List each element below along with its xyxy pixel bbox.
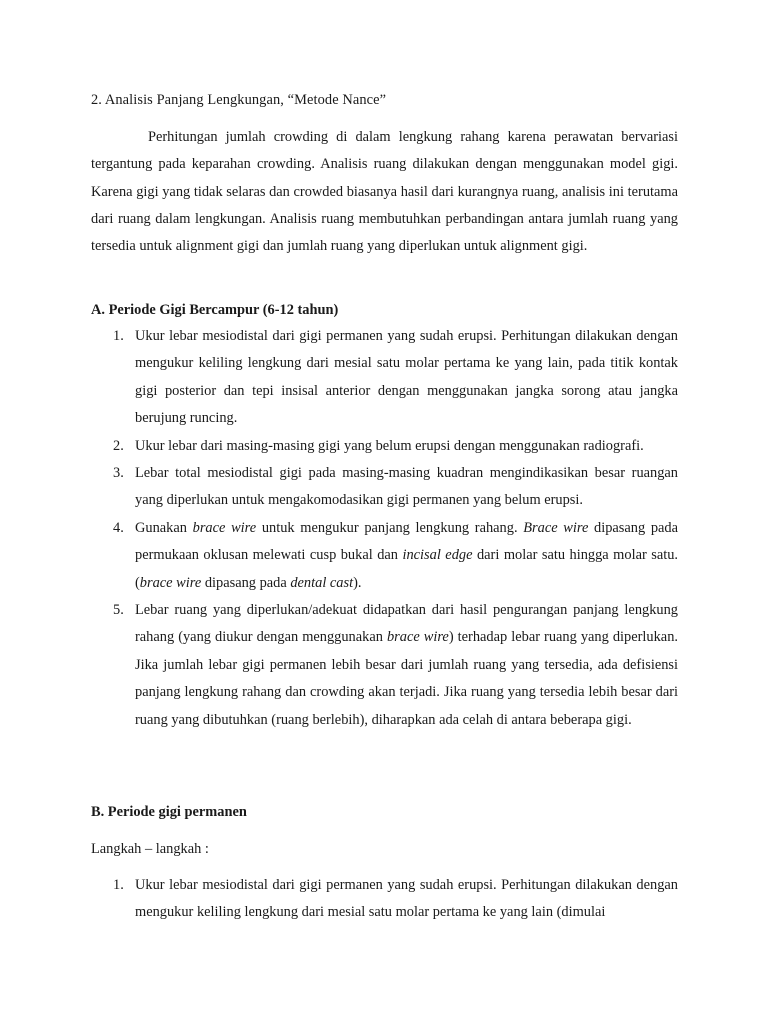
- list-item: [91, 872, 678, 927]
- list-item: [91, 433, 678, 460]
- italic-term: brace wire: [139, 574, 202, 591]
- section-heading: 2. Analisis Panjang Lengkungan, “Metode Nance”: [91, 92, 387, 108]
- list-item: [91, 323, 678, 433]
- list-item: [91, 597, 678, 734]
- italic-term: brace wire: [386, 629, 449, 646]
- list-item-number: 1.: [113, 328, 124, 344]
- list-item-number: 5.: [113, 602, 124, 619]
- intro-paragraph: Perhitungan jumlah crowding di dalam lengkung rahang karena perawatan bervariasi tergantung pada keparahan crowding. Analisis ruang dilakukan dengan menggunakan model gigi. Karena gigi yang tidak selaras dan crowded biasanya hasil dari kurangnya ruang, analisis ini terutama dari ruang dalam lengkungan. Analisis ruang membutuhkan perbandingan antara jumlah ruang yang tersedia untuk alignment gigi dan jumlah ruang yang diperlukan untuk alignment gigi.: [91, 129, 678, 255]
- italic-term: dental cast: [290, 574, 354, 591]
- section-b-title: B. Periode gigi permanen: [91, 804, 247, 820]
- italic-term: Brace wire: [523, 519, 589, 536]
- list-item-number: 1.: [113, 877, 124, 893]
- section-a-title: A. Periode Gigi Bercampur (6-12 tahun): [91, 302, 339, 318]
- list-item-text: Gunakan brace wire untuk mengukur panjang lengkung rahang. Brace wire dipasang pada permukaan oklusan melewati cusp bukal dan incisal edge dari molar satu hingga molar satu. (brace wire dipasang pada dental cast).: [135, 519, 679, 591]
- list-item-number: 2.: [113, 437, 124, 454]
- section-a-list: [91, 323, 678, 734]
- list-item-text: Lebar total mesiodistal gigi pada masing-masing kuadran mengindikasikan besar ruangan yang diperlukan untuk mengakomodasikan gigi permanen yang belum erupsi.: [135, 465, 678, 509]
- list-item-text: Ukur lebar mesiodistal dari gigi permanen yang sudah erupsi. Perhitungan dilakukan dengan mengukur keliling lengkung dari mesial satu molar pertama ke yang lain (dimulai: [135, 877, 678, 921]
- list-item-text: Ukur lebar mesiodistal dari gigi permanen yang sudah erupsi. Perhitungan dilakukan dengan mengukur keliling lengkung dari mesial satu molar pertama ke yang lain, pada titik kontak gigi posterior dan tepi insisal anterior dengan menggunakan jangka sorong atau jangka berujung runcing.: [135, 328, 678, 427]
- list-item-text: Lebar ruang yang diperlukan/adekuat didapatkan dari hasil pengurangan panjang lengkung rahang (yang diukur dengan menggunakan brace wire) terhadap lebar ruang yang diperlukan. Jika jumlah lebar gigi permanen lebih besar dari jumlah ruang yang tersedia, ada defisiensi panjang lengkung rahang dan crowding akan terjadi. Jika ruang yang tersedia lebih besar dari ruang yang dibutuhkan (ruang berlebih), diharapkan ada celah di antara beberapa gigi.: [135, 602, 678, 728]
- list-item: [91, 460, 678, 515]
- list-item: [91, 515, 678, 597]
- steps-label: Langkah – langkah :: [91, 841, 209, 857]
- italic-term: brace wire: [192, 519, 257, 536]
- list-item-text: Ukur lebar dari masing-masing gigi yang belum erupsi dengan menggunakan radiografi.: [135, 437, 644, 454]
- section-b-list: [91, 872, 678, 927]
- list-item-number: 4.: [113, 519, 124, 536]
- list-item-number: 3.: [113, 465, 124, 482]
- italic-term: incisal edge: [402, 547, 473, 564]
